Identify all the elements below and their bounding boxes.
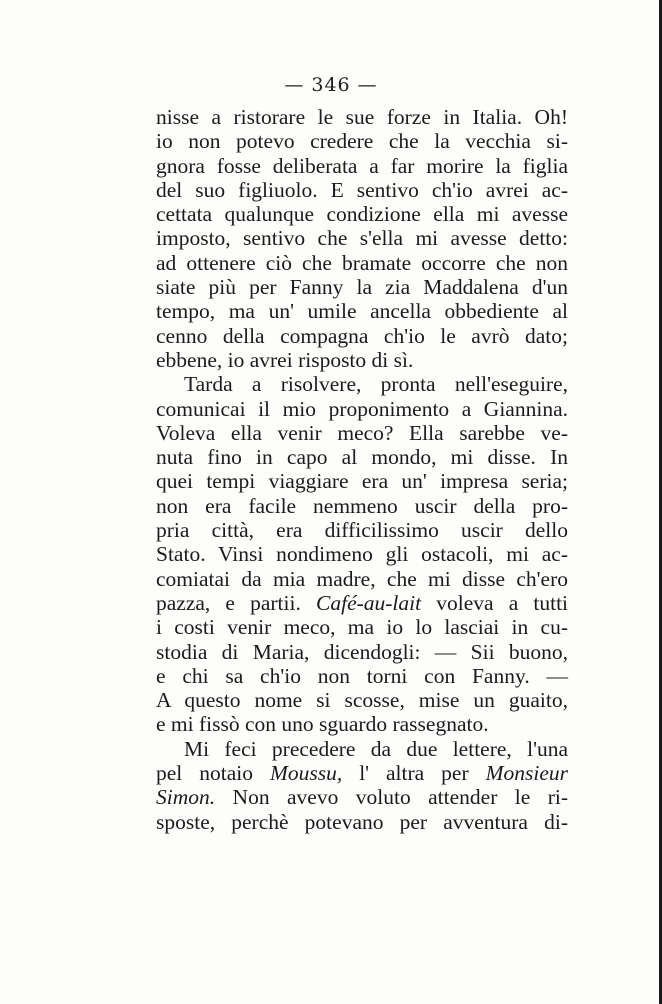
text-line: ebbene, io avrei risposto di sì. [156,347,414,372]
text-line: ad ottenere ciò che bramate occorre che non [156,250,568,275]
text-line: A questo nome si scosse, mise un guaito, [156,688,568,713]
text-line: tempo, ma un' umile ancella obbediente al [156,299,568,324]
text-line-mixed [156,591,568,615]
paragraph-1 [156,105,568,372]
text-line: cenno della compagna ch'io le avrò dato; [156,323,568,348]
text-run: l' altra per [359,761,469,786]
page-number: — 346 — [284,74,378,96]
italic-name: Moussu, [269,761,343,786]
text-line: pria città, era difficilissimo uscir dello [156,518,568,543]
text-run: Non avevo voluto attender le ri- [232,785,568,810]
text-line: non era facile nemmeno uscir della pro- [156,493,568,518]
text-line: quei tempi viaggiare era un' impresa seria; [156,469,568,494]
text-line: Tarda a risolvere, pronta nell'eseguire, [184,372,568,397]
text-line: Stato. Vinsi nondimeno gli ostacoli, mi ac- [156,542,568,567]
text-line: nisse a ristorare le sue forze in Italia. Oh! [156,105,568,129]
text-run: pel notaio [156,761,253,786]
text-line: Mi feci precedere da due lettere, l'una [184,736,568,761]
text-line: nuta fino in capo al mondo, mi disse. In [156,445,568,470]
text-line: Voleva ella venir meco? Ella sarebbe ve- [156,420,568,445]
italic-name: Monsieur [485,761,569,786]
paragraph-2 [156,372,568,736]
text-line: sposte, perchè potevano per avventura di- [156,809,568,834]
text-line: siate più per Fanny la zia Maddalena d'un [156,275,568,300]
italic-title: Café-au-lait [316,590,422,615]
text-line: cettata qualunque condizione ella mi avesse [156,202,568,227]
text-run: pazza, e partii. [156,590,301,615]
text-line: comunicai il mio proponimento a Giannina. [156,396,568,421]
text-line: e mi fissò con uno sguardo rassegnato. [156,712,489,737]
text-line-mixed [156,785,568,809]
text-line: imposto, sentivo che s'ella mi avesse detto: [156,226,568,251]
text-line: gnora fosse deliberata a far morire la figlia [156,153,568,178]
text-line: stodia di Maria, dicendogli: — Sii buono, [156,639,568,664]
body-text [156,105,568,834]
text-line: io non potevo credere che la vecchia si- [156,129,568,154]
paragraph-3 [156,737,568,834]
text-line: e chi sa ch'io non torni con Fanny. — [156,663,568,688]
text-line: comiatai da mia madre, che mi disse ch'ero [156,566,568,591]
italic-name: Simon. [156,785,216,810]
text-run: voleva a tutti [436,590,569,615]
text-line-mixed [156,761,568,785]
text-line: i costi venir meco, ma io lo lasciai in cu- [156,615,568,640]
text-line: del suo figliuolo. E sentivo ch'io avrei ac- [156,177,568,202]
